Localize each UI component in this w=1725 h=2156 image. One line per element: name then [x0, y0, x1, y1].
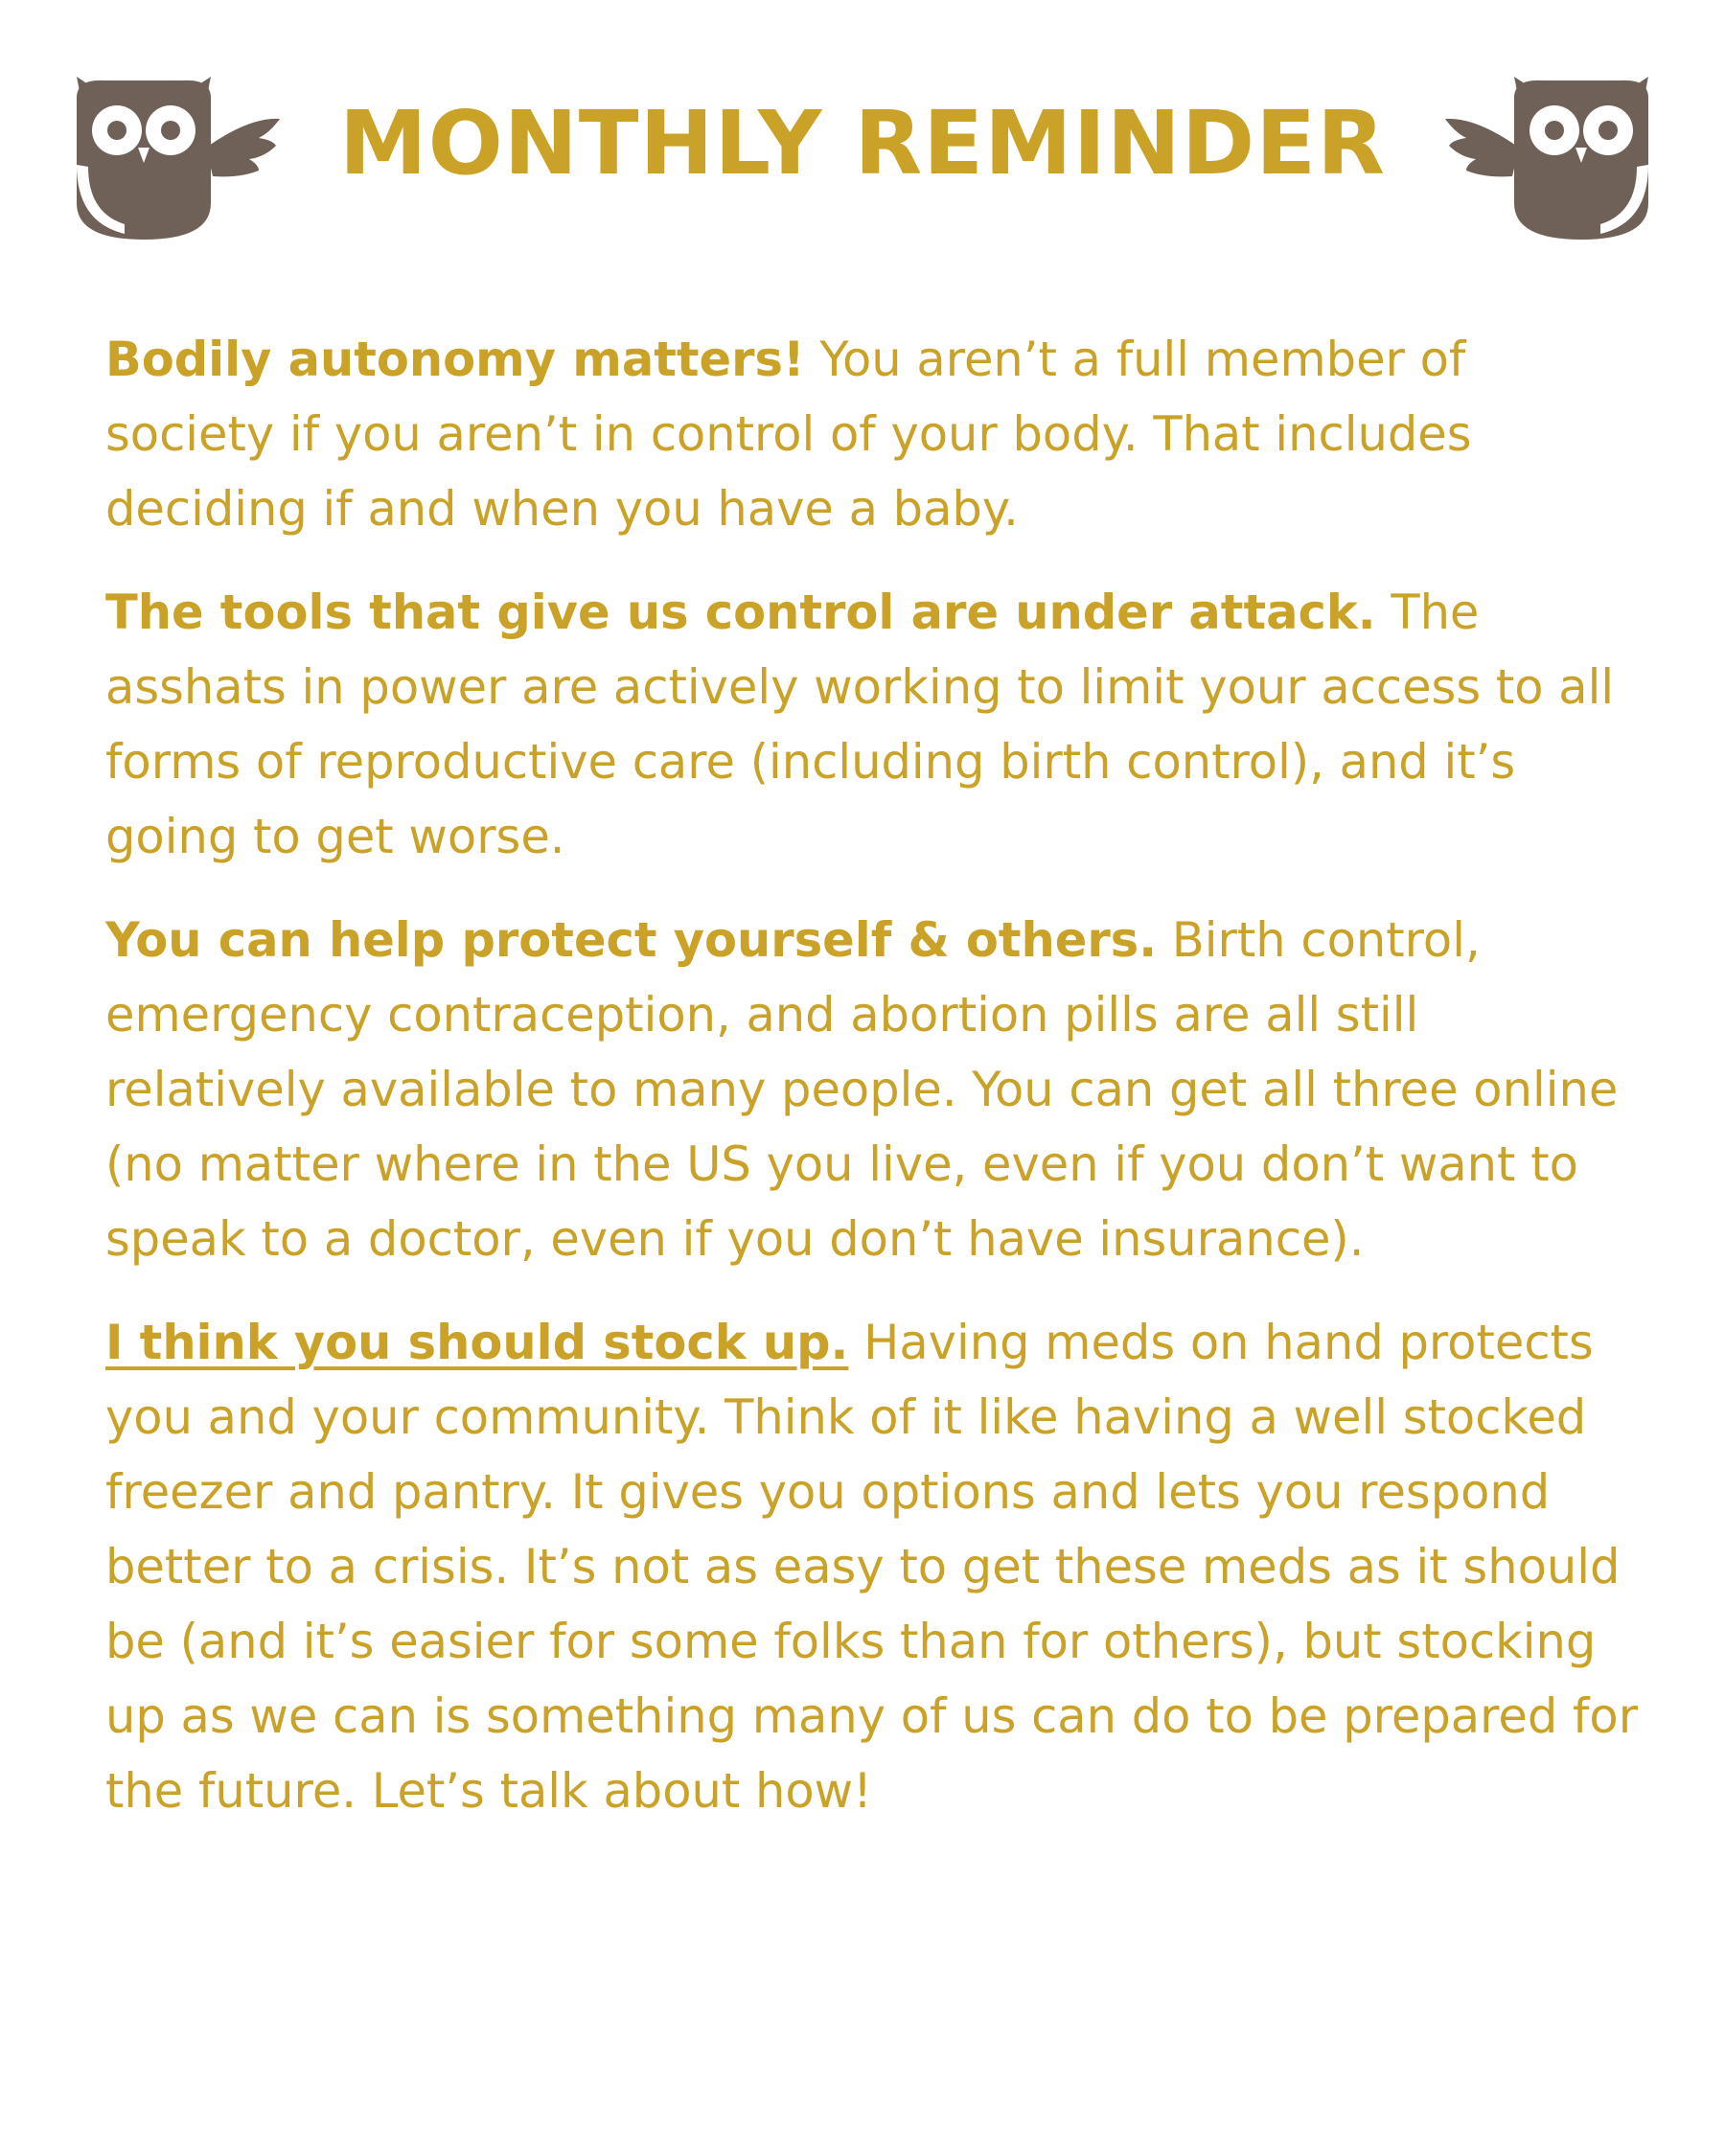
paragraph-stock-up: [105, 1305, 1639, 1828]
header: [0, 0, 1725, 268]
paragraph-body: Birth control, emergency contraception, and abortion pills are all still relatively available to many people. You can get all three online (no matter where in the US you live, even if you don’t want to speak to a doctor, even if you don’t have insurance).: [105, 912, 1619, 1267]
paragraph-lead: You can help protect yourself & others.: [105, 912, 1158, 968]
page-title: MONTHLY REMINDER: [339, 92, 1386, 195]
paragraph-body: You aren’t a full member of society if you aren’t in control of your body. That includes deciding if and when you have a baby.: [105, 332, 1472, 537]
paragraph-tools-under-attack: [105, 575, 1639, 874]
paragraph-protect-yourself: [105, 903, 1639, 1276]
paragraph-lead: Bodily autonomy matters!: [105, 332, 805, 387]
paragraph-lead: I think you should stock up.: [105, 1315, 849, 1370]
paragraph-lead: The tools that give us control are under attack.: [105, 585, 1376, 640]
owl-icon: [1443, 59, 1658, 241]
paragraph-body: Having meds on hand protects you and your community. Think of it like having a well stocked freezer and pantry. It gives you options and lets you respond better to a crisis. It’s not as easy to get these meds as it should be (and it’s easier for some folks than for others), but stocking up as we can is something many of us can do to be prepared for the future. Let’s talk about how!: [105, 1315, 1639, 1819]
paragraph-bodily-autonomy: [105, 322, 1639, 546]
paragraph-body: The asshats in power are actively working to limit your access to all forms of reproductive care (including birth control), and it’s going to get worse.: [105, 585, 1615, 864]
main-content: [105, 322, 1639, 1828]
